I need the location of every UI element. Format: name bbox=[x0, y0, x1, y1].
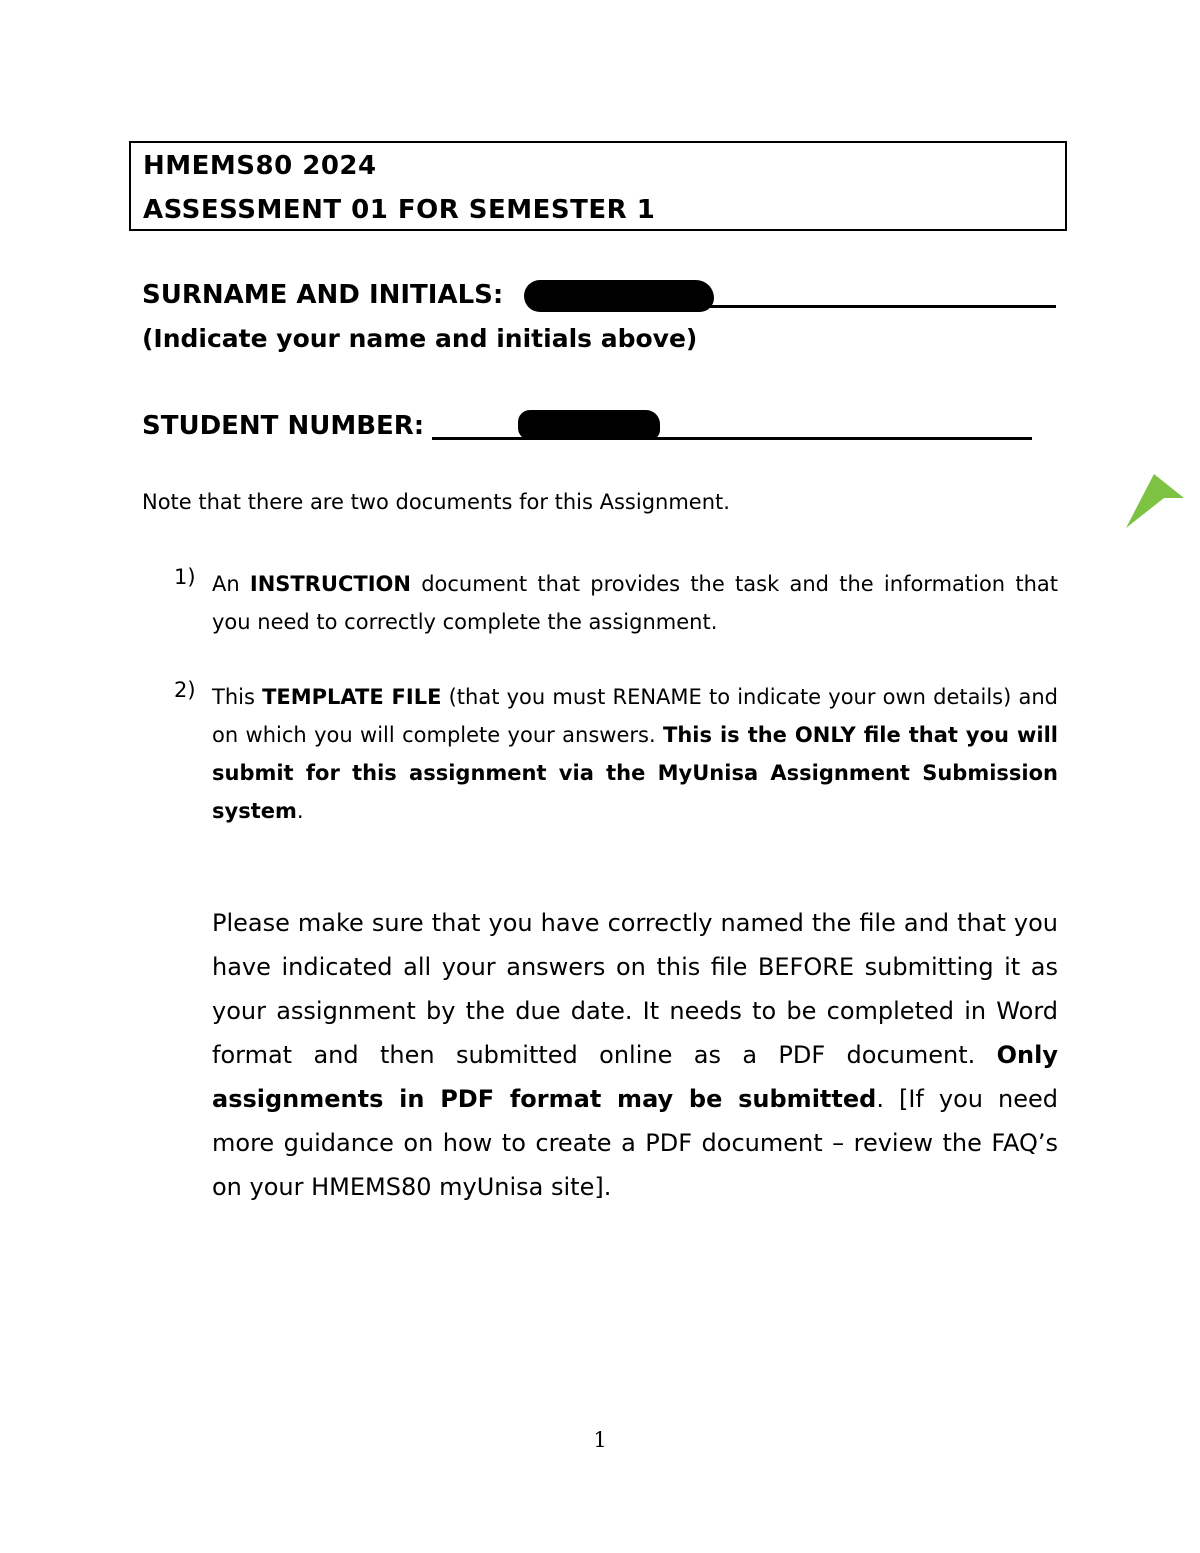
surname-hint: (Indicate your name and initials above) bbox=[142, 324, 698, 353]
student-number-label: STUDENT NUMBER: bbox=[142, 411, 425, 441]
page-number: 1 bbox=[593, 1428, 607, 1452]
surname-redaction bbox=[524, 280, 714, 312]
surname-label: SURNAME AND INITIALS: bbox=[142, 280, 504, 310]
list-text: This TEMPLATE FILE (that you must RENAME to indicate your own details) and on which you will complete your answers. This is the ONLY file that you will submit for this assignment via the MyUnisa Assignment Submission system. bbox=[212, 685, 1058, 823]
student-number-redaction bbox=[518, 410, 660, 440]
list-number: 2) bbox=[174, 678, 196, 702]
submission-instructions: Please make sure that you have correctly named the file and that you have indicated all your answers on this file BEFORE submitting it as your assignment by the due date. It needs to be completed in Word format and then submitted online as a PDF document. Only assignments in PDF format may be submitted. [If you need more guidance on how to create a PDF document – review the FAQ’s on your HMEMS80 myUnisa site]. bbox=[212, 909, 1059, 1201]
title-box bbox=[129, 141, 1067, 231]
arrow-shape bbox=[1126, 474, 1184, 528]
assessment-title: ASSESSMENT 01 FOR SEMESTER 1 bbox=[143, 195, 656, 225]
green-arrow-icon bbox=[1122, 470, 1186, 532]
list-text: An INSTRUCTION document that provides the task and the information that you need to correctly complete the assignment. bbox=[212, 572, 1058, 634]
list-number: 1) bbox=[174, 565, 196, 589]
course-title: HMEMS80 2024 bbox=[143, 151, 377, 181]
note-text: Note that there are two documents for this Assignment. bbox=[142, 490, 730, 514]
